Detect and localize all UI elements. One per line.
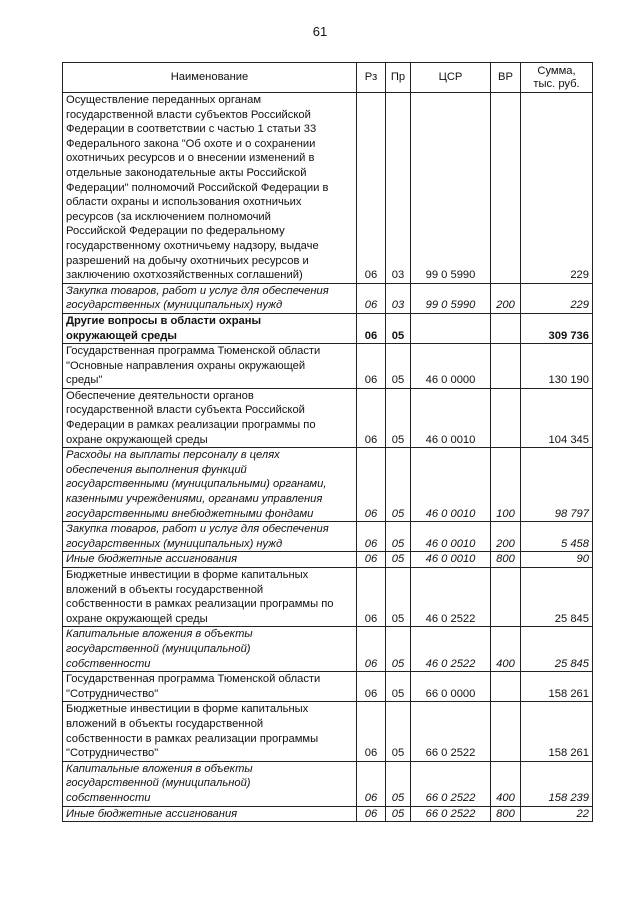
cell-sum: 90: [521, 552, 593, 568]
cell-csr: 66 0 2522: [411, 761, 491, 806]
table-row: [63, 672, 593, 702]
table-row: [63, 702, 593, 761]
cell-csr: 46 0 0010: [411, 388, 491, 447]
cell-sum: 98 797: [521, 448, 593, 522]
cell-name: Закупка товаров, работ и услуг для обеспечения государственных (муниципальных) нужд: [63, 522, 357, 552]
table-body: [63, 93, 593, 822]
cell-sum: 158 261: [521, 702, 593, 761]
cell-vr: [491, 568, 521, 627]
cell-pr: 05: [386, 672, 411, 702]
table-row: [63, 313, 593, 343]
cell-sum: 25 845: [521, 568, 593, 627]
cell-csr: 46 0 0010: [411, 522, 491, 552]
cell-csr: 46 0 2522: [411, 568, 491, 627]
cell-csr: 46 0 0010: [411, 552, 491, 568]
cell-rz: 06: [357, 568, 386, 627]
cell-pr: 05: [386, 448, 411, 522]
cell-sum: 158 239: [521, 761, 593, 806]
cell-name: Другие вопросы в области охраны окружающей среды: [63, 313, 357, 343]
header-rz: Рз: [357, 63, 386, 93]
table-row: [63, 806, 593, 822]
header-row: [63, 63, 593, 93]
cell-rz: 06: [357, 761, 386, 806]
cell-sum: 309 736: [521, 313, 593, 343]
cell-rz: 06: [357, 702, 386, 761]
header-csr: ЦСР: [411, 63, 491, 93]
cell-vr: [491, 344, 521, 389]
cell-sum: 158 261: [521, 672, 593, 702]
cell-name: Государственная программа Тюменской области "Сотрудничество": [63, 672, 357, 702]
cell-name: Капитальные вложения в объекты государственной (муниципальной) собственности: [63, 761, 357, 806]
cell-pr: 05: [386, 702, 411, 761]
cell-vr: [491, 702, 521, 761]
header-pr: Пр: [386, 63, 411, 93]
cell-rz: 06: [357, 627, 386, 672]
cell-rz: 06: [357, 344, 386, 389]
cell-csr: 66 0 0000: [411, 672, 491, 702]
table-header: [63, 63, 593, 93]
cell-pr: 03: [386, 93, 411, 284]
cell-name: Обеспечение деятельности органов государственной власти субъекта Российской Федерации в рамках реализации программы по охране окружающей среды: [63, 388, 357, 447]
cell-name: Иные бюджетные ассигнования: [63, 806, 357, 822]
cell-name: Осуществление переданных органам государственной власти субъектов Российской Федерации в соответствии с частью 1 статьи 33 Федерального закона "Об охоте и о сохранении охотничьих ресурсов и о внесении изменений в отдельные законодательные акты Российской Федерации" полномочий Российской Федерации в области охраны и использования охотничьих ресурсов (за исключением полномочий Российской Федерации по федеральному государственному охотничьему надзору, выдаче разрешений на добычу охотничьих ресурсов и заключению охотхозяйственных соглашений): [63, 93, 357, 284]
cell-pr: 05: [386, 806, 411, 822]
cell-csr: 46 0 0000: [411, 344, 491, 389]
cell-pr: 05: [386, 552, 411, 568]
cell-csr: 46 0 2522: [411, 627, 491, 672]
cell-pr: 05: [386, 388, 411, 447]
cell-rz: 06: [357, 93, 386, 284]
cell-rz: 06: [357, 806, 386, 822]
budget-table: [62, 62, 593, 822]
header-vr: ВР: [491, 63, 521, 93]
cell-rz: 06: [357, 283, 386, 313]
cell-name: Расходы на выплаты персоналу в целях обеспечения выполнения функций государственными (муниципальными) органами, казенными учреждениями, органами управления государственными внебюджетными фондами: [63, 448, 357, 522]
cell-pr: 03: [386, 283, 411, 313]
cell-vr: 400: [491, 627, 521, 672]
table-row: [63, 761, 593, 806]
cell-sum: 130 190: [521, 344, 593, 389]
cell-rz: 06: [357, 388, 386, 447]
cell-rz: 06: [357, 448, 386, 522]
cell-pr: 05: [386, 627, 411, 672]
header-name: Наименование: [63, 63, 357, 93]
table-row: [63, 627, 593, 672]
cell-vr: 800: [491, 806, 521, 822]
table-row: [63, 552, 593, 568]
cell-vr: 200: [491, 522, 521, 552]
cell-csr: 66 0 2522: [411, 702, 491, 761]
table-row: [63, 388, 593, 447]
cell-csr: 66 0 2522: [411, 806, 491, 822]
cell-rz: 06: [357, 522, 386, 552]
cell-pr: 05: [386, 568, 411, 627]
cell-vr: 800: [491, 552, 521, 568]
table-row: [63, 448, 593, 522]
cell-csr: [411, 313, 491, 343]
cell-csr: 46 0 0010: [411, 448, 491, 522]
cell-rz: 06: [357, 552, 386, 568]
cell-sum: 5 458: [521, 522, 593, 552]
cell-pr: 05: [386, 761, 411, 806]
cell-sum: 22: [521, 806, 593, 822]
cell-vr: 400: [491, 761, 521, 806]
cell-csr: 99 0 5990: [411, 93, 491, 284]
cell-pr: 05: [386, 313, 411, 343]
table-row: [63, 344, 593, 389]
cell-pr: 05: [386, 344, 411, 389]
cell-sum: 229: [521, 93, 593, 284]
cell-rz: 06: [357, 672, 386, 702]
cell-vr: 200: [491, 283, 521, 313]
table-row: [63, 568, 593, 627]
table-row: [63, 283, 593, 313]
cell-sum: 104 345: [521, 388, 593, 447]
cell-name: Бюджетные инвестиции в форме капитальных вложений в объекты государственной собственности в рамках реализации программы "Сотрудничество": [63, 702, 357, 761]
cell-sum: 229: [521, 283, 593, 313]
cell-name: Иные бюджетные ассигнования: [63, 552, 357, 568]
cell-pr: 05: [386, 522, 411, 552]
table-row: [63, 522, 593, 552]
header-sum: Сумма, тыс. руб.: [521, 63, 593, 93]
cell-csr: 99 0 5990: [411, 283, 491, 313]
cell-vr: [491, 672, 521, 702]
page-number: 61: [312, 24, 328, 39]
cell-vr: [491, 313, 521, 343]
cell-name: Капитальные вложения в объекты государственной (муниципальной) собственности: [63, 627, 357, 672]
cell-vr: [491, 93, 521, 284]
cell-vr: [491, 388, 521, 447]
cell-sum: 25 845: [521, 627, 593, 672]
cell-name: Бюджетные инвестиции в форме капитальных вложений в объекты государственной собственности в рамках реализации программы по охране окружающей среды: [63, 568, 357, 627]
table-row: [63, 93, 593, 284]
cell-rz: 06: [357, 313, 386, 343]
cell-name: Государственная программа Тюменской области "Основные направления охраны окружающей среды": [63, 344, 357, 389]
cell-name: Закупка товаров, работ и услуг для обеспечения государственных (муниципальных) нужд: [63, 283, 357, 313]
cell-vr: 100: [491, 448, 521, 522]
